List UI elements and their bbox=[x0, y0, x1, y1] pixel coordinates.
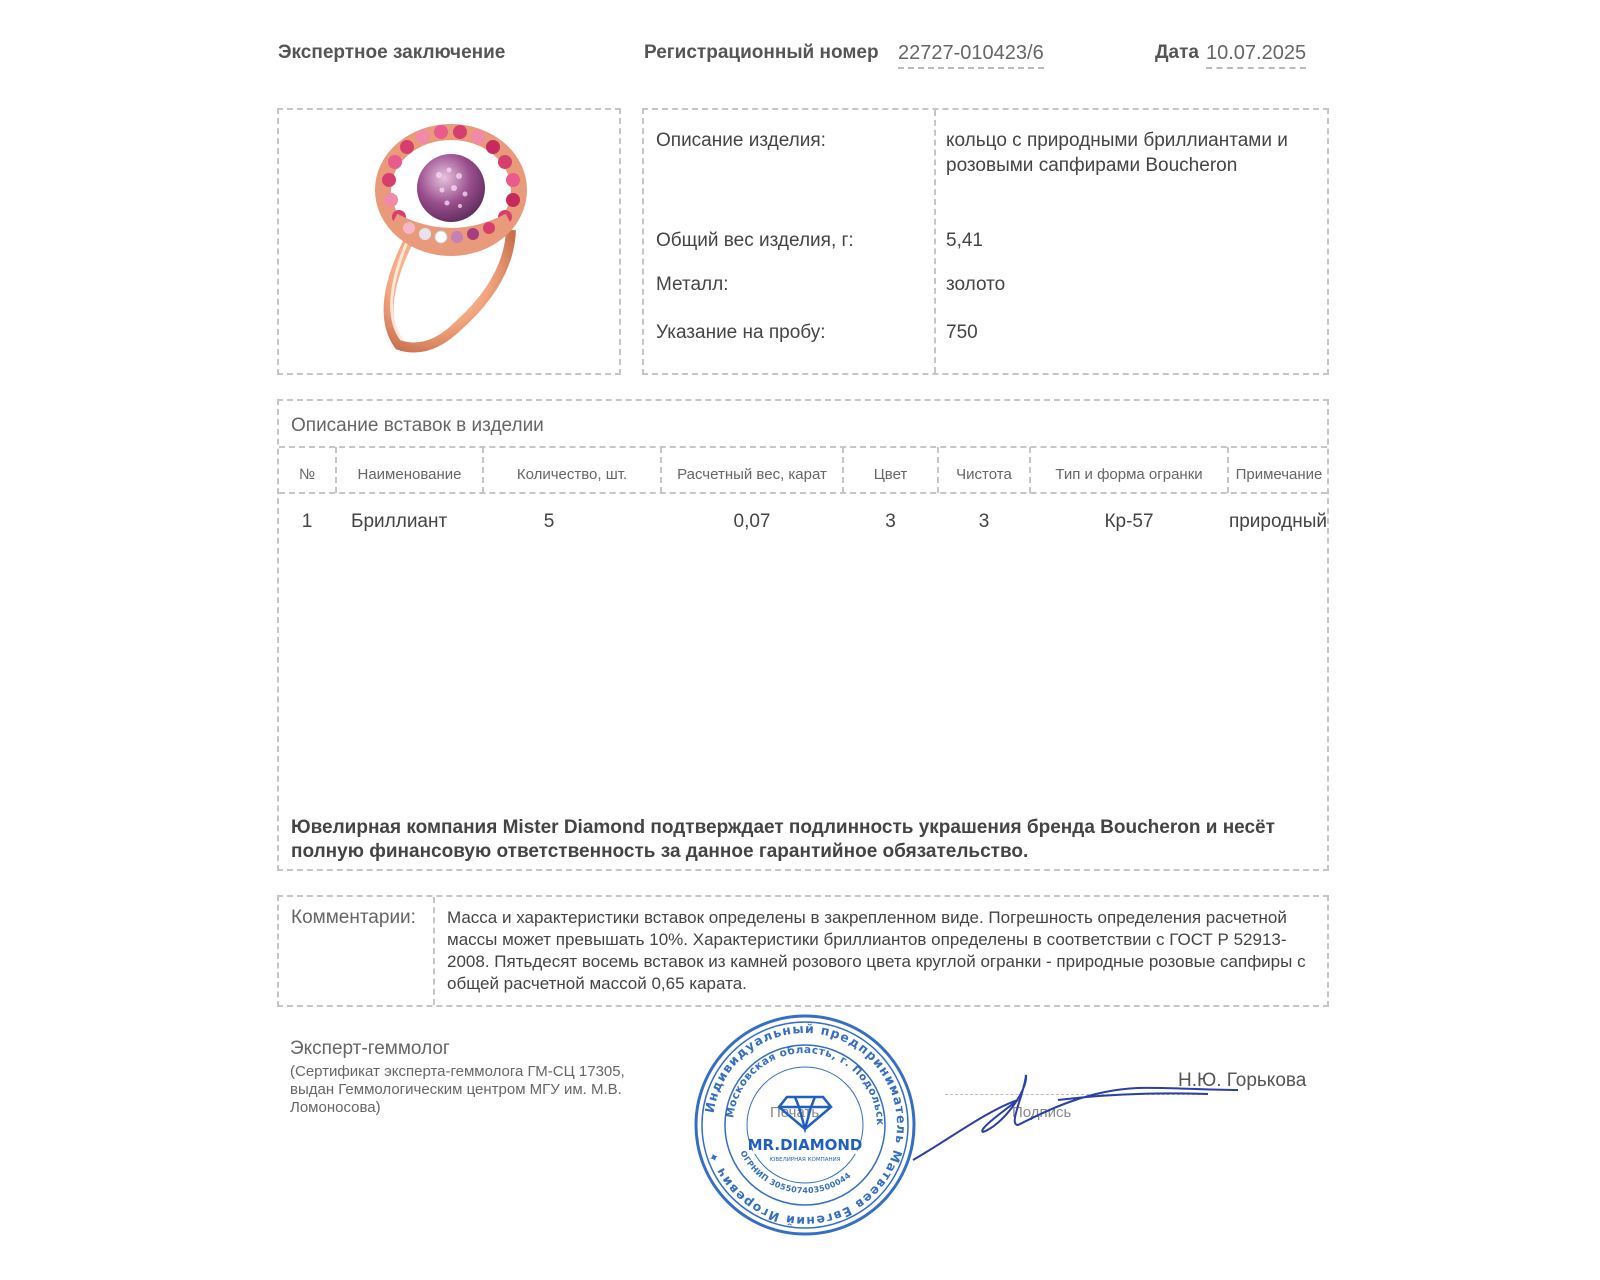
item-description-table bbox=[642, 108, 1329, 375]
signer-name: Н.Ю. Горькова bbox=[1178, 1070, 1307, 1091]
signature-label: Подпись bbox=[1012, 1104, 1072, 1121]
handwritten-signature bbox=[908, 1070, 1238, 1170]
metal-label: Металл: bbox=[656, 274, 729, 295]
item-photo-box bbox=[277, 108, 621, 375]
date-value: 10.07.2025 bbox=[1206, 42, 1306, 69]
table-cell-name: Бриллиант bbox=[351, 511, 448, 532]
expert-certificate: (Сертификат эксперта-геммолога ГМ-СЦ 17305, выдан Геммологическим центром МГУ им. М.В. Ломоносова) bbox=[290, 1063, 625, 1116]
comments-box bbox=[277, 895, 1329, 1007]
company-stamp bbox=[693, 1013, 917, 1237]
column-divider bbox=[934, 110, 936, 373]
column-header-clarity: Чистота bbox=[956, 466, 1012, 483]
column-header-color: Цвет bbox=[873, 466, 908, 483]
hallmark-value: 750 bbox=[946, 322, 978, 343]
table-cell-cut: Кр-57 bbox=[1104, 511, 1154, 532]
date-label: Дата bbox=[1155, 42, 1199, 63]
inserts-title: Описание вставок в изделии bbox=[291, 415, 544, 436]
table-cell-number: 1 bbox=[301, 511, 313, 532]
expert-title: Эксперт-геммолог bbox=[290, 1038, 450, 1059]
weight-value: 5,41 bbox=[946, 230, 983, 251]
stamp-label: Печать bbox=[770, 1104, 820, 1121]
guarantee-statement: Ювелирная компания Mister Diamond подтверждает подлинность украшения бренда Boucheron и несёт полную финансовую ответственность за данное гарантийное обязательство. bbox=[291, 817, 1275, 862]
svg-text:MR.DIAMOND: MR.DIAMOND bbox=[747, 1136, 863, 1154]
table-cell-clarity: 3 bbox=[978, 511, 990, 532]
inserts-table bbox=[277, 399, 1329, 871]
svg-text:ОГРНИП 305507403500044: ОГРНИП 305507403500044 bbox=[738, 1149, 853, 1196]
comments-label: Комментарии: bbox=[291, 907, 416, 928]
svg-text:Московская область, г. Подольс: Московская область, г. Подольск bbox=[724, 1043, 887, 1127]
column-header-cut: Тип и форма огранки bbox=[1055, 466, 1203, 483]
reg-number-value: 22727-010423/6 bbox=[898, 42, 1044, 69]
metal-value: золото bbox=[946, 274, 1006, 295]
document-title: Экспертное заключение bbox=[278, 42, 506, 63]
table-cell-quantity: 5 bbox=[543, 511, 555, 532]
description-value: кольцо с природными бриллиантами и розовыми сапфирами Boucheron bbox=[946, 130, 1288, 176]
reg-number-label: Регистрационный номер bbox=[644, 42, 879, 63]
comments-text: Масса и характеристики вставок определены в закрепленном виде. Погрешность определения расчетной массы может превышать 10%. Характеристики бриллиантов определены в соответствии с ГОСТ Р 52913-2008. Пятьдесят восемь вставок из камней розового цвета круглой огранки - природные розовые сапфиры с общей расчетной массой 0,65 карата. bbox=[447, 908, 1306, 993]
description-label: Описание изделия: bbox=[656, 130, 826, 151]
weight-label: Общий вес изделия, г: bbox=[656, 230, 854, 251]
column-header-number: № bbox=[298, 466, 316, 483]
divider bbox=[279, 492, 1327, 494]
ring-photo bbox=[279, 110, 619, 373]
table-cell-color: 3 bbox=[885, 511, 896, 532]
svg-text:ЮВЕЛИРНАЯ КОМПАНИЯ: ЮВЕЛИРНАЯ КОМПАНИЯ bbox=[769, 1157, 841, 1163]
column-header-weight: Расчетный вес, карат bbox=[677, 466, 827, 483]
column-divider bbox=[433, 897, 435, 1005]
column-header-name: Наименование bbox=[357, 466, 462, 483]
divider bbox=[279, 446, 1327, 448]
hallmark-label: Указание на пробу: bbox=[656, 322, 826, 343]
table-cell-note: природный bbox=[1228, 511, 1327, 532]
table-cell-weight: 0,07 bbox=[733, 511, 771, 532]
svg-text:Индивидуальный предприниматель: Индивидуальный предприниматель Матвеев Евгений Игоревич ✦ bbox=[701, 1020, 910, 1230]
column-header-note: Примечание bbox=[1235, 466, 1323, 483]
column-header-quantity: Количество, шт. bbox=[516, 466, 628, 483]
